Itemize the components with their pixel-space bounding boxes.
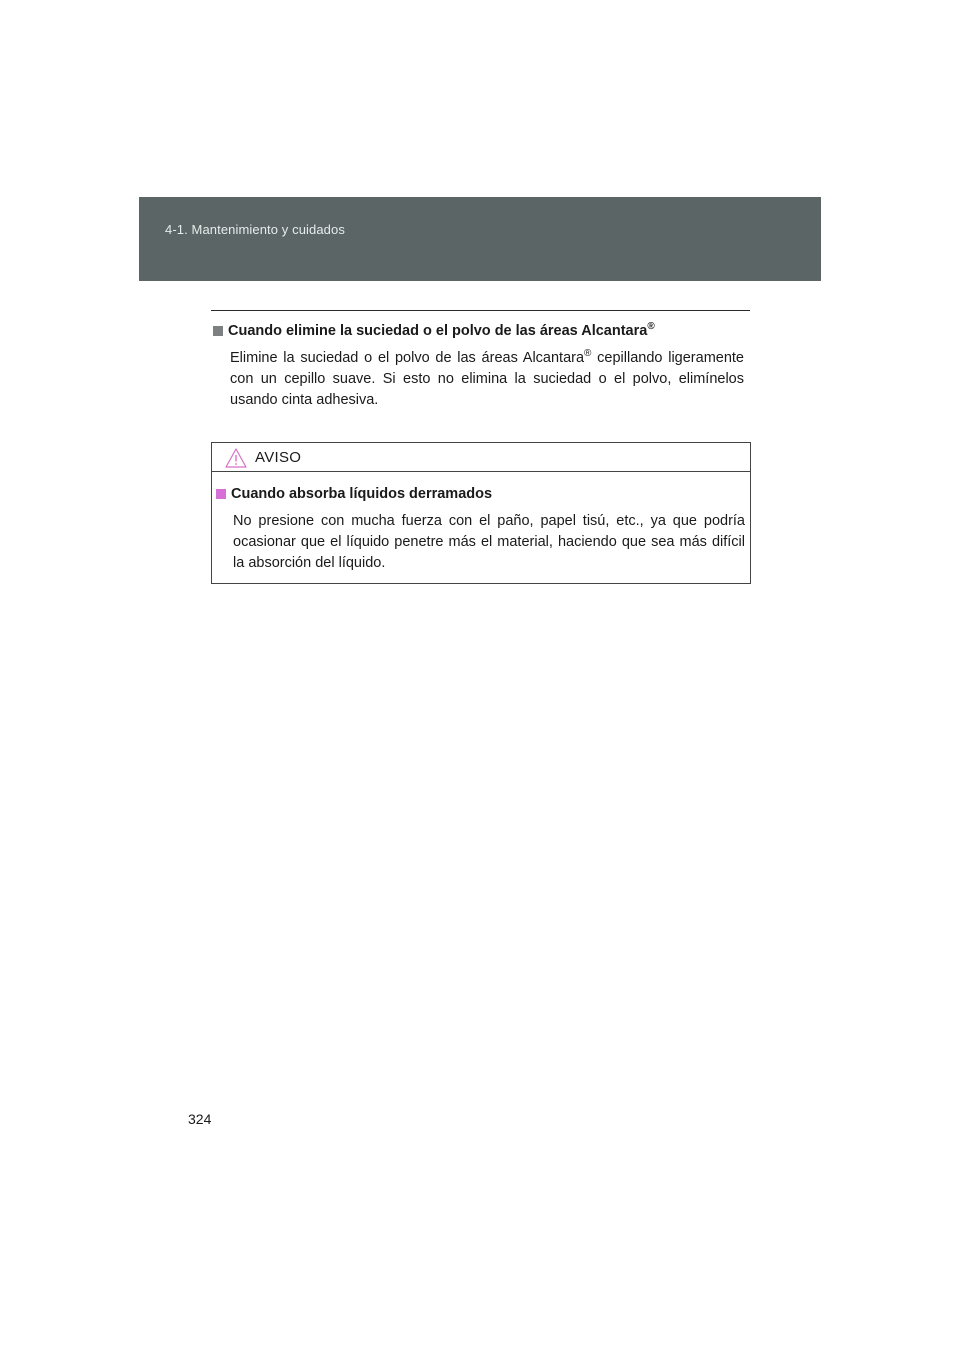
notice-heading xyxy=(216,485,745,503)
notice-heading-text: Cuando absorba líquidos derramados xyxy=(231,486,493,502)
section-heading-text: Cuando elimine la suciedad o el polvo de las áreas Alcantara® xyxy=(228,321,655,339)
pink-square-bullet-icon xyxy=(216,489,226,499)
page-number: 324 xyxy=(188,1111,212,1127)
chapter-title: 4-1. Mantenimiento y cuidados xyxy=(165,222,345,237)
chapter-header-band xyxy=(139,197,821,281)
notice-body xyxy=(212,472,750,574)
warning-triangle-icon xyxy=(225,448,247,468)
notice-box xyxy=(211,442,751,584)
notice-label: AVISO xyxy=(255,449,302,466)
registered-mark: ® xyxy=(584,348,592,359)
registered-mark: ® xyxy=(647,321,655,332)
section-heading xyxy=(213,322,744,340)
alcantara-section xyxy=(213,322,744,411)
top-divider xyxy=(211,310,750,311)
gray-square-bullet-icon xyxy=(213,326,223,336)
section-paragraph: Elimine la suciedad o el polvo de las áreas Alcantara® cepillando ligeramente con un cepillo suave. Si esto no elimina la suciedad o el polvo, elimínelos usando cinta adhesiva. xyxy=(230,348,744,408)
notice-paragraph: No presione con mucha fuerza con el paño, papel tisú, etc., ya que podría ocasionar que el líquido penetre más el material, haciendo que sea más difícil la absorción del líquido. xyxy=(233,513,745,571)
notice-header xyxy=(212,443,750,472)
